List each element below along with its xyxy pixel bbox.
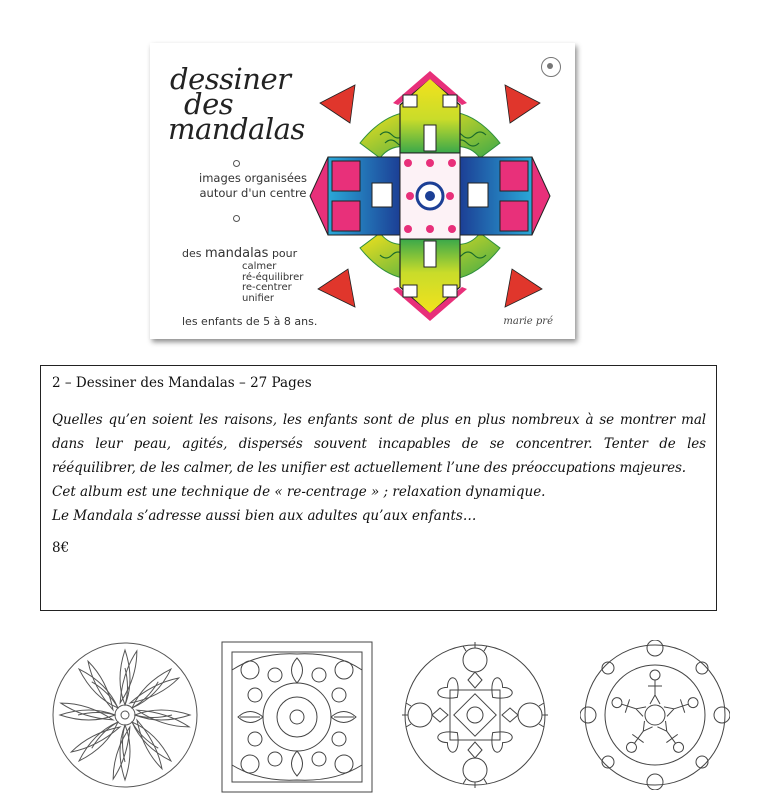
album-cover	[150, 43, 575, 339]
product-description-box	[40, 365, 717, 611]
cover-purpose-line	[182, 246, 297, 261]
cover-subtitle	[188, 171, 318, 201]
bullet-dot-icon	[233, 160, 240, 167]
product-description: Quelles qu’en soient les raisons, les enfants sont de plus en plus nombreux à se montrer mal dans leur peau, agités, dispersés souvent incapables de se concentrer. Tenter de les rééquilibrer, de les calmer, de les unifier est actuellement l’une des préoccupations majeures.	[52, 412, 706, 476]
product-heading: 2 – Dessiner des Mandalas – 27 Pages	[52, 375, 312, 391]
cover-verb: calmer	[242, 261, 277, 272]
cover-mandala-artwork	[300, 43, 560, 339]
children-circle-mandala-icon	[580, 640, 730, 790]
flower-mandala-icon	[50, 640, 200, 790]
cover-verbs-list	[242, 262, 303, 304]
cover-title-line: des	[184, 87, 234, 121]
product-technique-line: Cet album est une technique de « re-centrage » ; relaxation dynamique.	[52, 484, 546, 500]
cover-age-range: les enfants de 5 à 8 ans.	[182, 315, 318, 328]
cover-signature: marie pré	[503, 316, 553, 327]
sun-mandala-icon	[400, 640, 550, 790]
cover-verb: re-centrer	[242, 282, 292, 293]
cover-title-line: mandalas	[168, 112, 305, 146]
cover-purpose-suffix: pour	[271, 247, 298, 260]
cover-purpose-prefix: des	[182, 247, 202, 260]
product-audience-line: Le Mandala s’adresse aussi bien aux adultes qu’aux enfants…	[52, 508, 477, 524]
cover-purpose-highlight: mandalas	[204, 246, 269, 261]
product-price: 8€	[52, 540, 70, 556]
bullet-dot-icon	[233, 215, 240, 222]
cover-title-line: dessiner	[170, 62, 291, 96]
cover-subtitle-line: images organisées	[199, 171, 307, 185]
cover-verb: ré-équilibrer	[242, 271, 304, 283]
cover-verb: unifier	[242, 292, 275, 304]
cover-subtitle-line: autour d'un centre	[199, 186, 307, 200]
cover-title	[168, 62, 305, 146]
square-mandala-icon	[220, 640, 375, 795]
